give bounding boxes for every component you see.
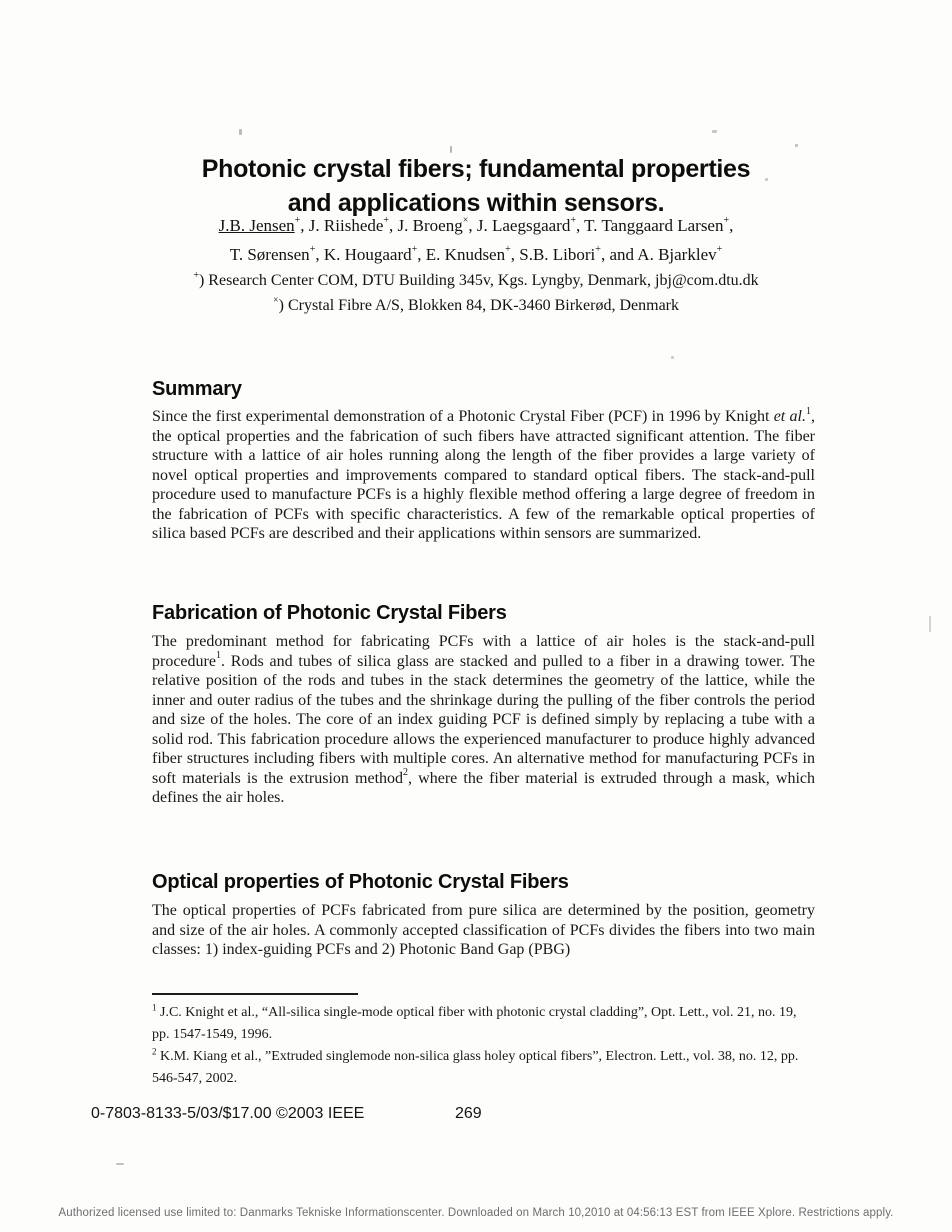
section-heading-fabrication: Fabrication of Photonic Crystal Fibers xyxy=(152,602,507,624)
author-affil-mark: + xyxy=(723,215,730,227)
author-name: , S.B. Libori xyxy=(510,245,596,264)
affiliation-com xyxy=(0,269,952,290)
body-text: , where the fiber material is extruded through a mask, which defines the air holes. xyxy=(152,769,815,806)
body-text: Since the first experimental demonstration of a Photonic Crystal Fiber (PCF) in 1996 by Knight xyxy=(152,408,774,425)
affiliation-text: ) Crystal Fibre A/S, Blokken 84, DK-3460 Birkerød, Denmark xyxy=(278,297,680,314)
affiliation-text: ) Research Center COM, DTU Building 345v, Kgs. Lyngby, Denmark, jbj@com.dtu.dk xyxy=(198,272,759,289)
author-affil-mark: + xyxy=(595,244,601,256)
footnote-1 xyxy=(152,1002,815,1046)
scan-speck xyxy=(116,1163,124,1165)
page-title-line1: Photonic crystal fibers; fundamental properties xyxy=(201,155,751,183)
footnote-ref-1: 1 xyxy=(806,405,811,417)
author-affil-mark: + xyxy=(570,215,576,227)
optical-paragraph xyxy=(152,901,815,960)
scan-speck xyxy=(929,616,931,632)
author-affil-mark: + xyxy=(716,244,723,256)
affiliation-crystal-fibre xyxy=(0,294,952,315)
author-name: , J. Riishede xyxy=(300,216,384,235)
author-name: , K. Hougaard xyxy=(315,245,412,264)
footnote-marker: 2 xyxy=(152,1046,157,1057)
section-heading-summary: Summary xyxy=(152,378,242,400)
page-title-line2: and applications within sensors. xyxy=(287,189,665,217)
copyright-line: 0-7803-8133-5/03/$17.00 ©2003 IEEE xyxy=(91,1105,365,1122)
body-text: . Rods and tubes of silica glass are stacked and pulled to a fiber in a drawing tower. The relative position of the rods and tubes in the stack determines the geometry of the lattice, while the inner and outer radius of the tubes and the shrinkage during the pulling of the fiber controls the period and size of the holes. The core of an index guiding PCF is defined simply by replacing a tube with a solid rod. This fabrication procedure allows the experienced manufacturer to produce highly advanced fiber structures including fibers with multiple cores. An alternative method for manufacturing PCFs in soft materials is the extrusion method xyxy=(152,652,815,787)
author-affil-mark: + xyxy=(411,244,418,256)
scan-speck xyxy=(795,144,798,147)
footnote-rule xyxy=(152,993,358,995)
fabrication-paragraph xyxy=(152,632,815,808)
author-name: , E. Knudsen xyxy=(417,245,506,264)
license-banner: Authorized licensed use limited to: Danmarks Tekniske Informationscenter. Downloaded on March 10,2010 at 04:56:13 EST from IEEE Xplore. Restrictions apply. xyxy=(58,1207,894,1219)
author-name: , J. Broeng xyxy=(389,216,463,235)
author-name: , J. Laegsgaard xyxy=(468,216,571,235)
author-name: J.B. Jensen xyxy=(218,216,295,235)
section-heading-optical: Optical properties of Photonic Crystal Fibers xyxy=(152,871,569,893)
author-name: , and A. Bjarklev xyxy=(600,245,717,264)
footnote-text: K.M. Kiang et al., ”Extruded singlemode non-silica glass holey optical fibers”, Electron. Lett., vol. 38, no. 12, pp. 546-547, 2002. xyxy=(152,1049,799,1086)
body-text: The predominant method for fabricating PCFs with a lattice of air holes is the stack-and-pull procedure xyxy=(152,633,815,670)
footnote-marker: 1 xyxy=(152,1002,157,1013)
body-text: The optical properties of PCFs fabricated from pure silica are determined by the position, geometry and size of the air holes. A commonly accepted classification of PCFs divides the fibers into two main classes: 1) index-guiding PCFs and 2) Photonic Band Gap (PBG) xyxy=(152,902,815,958)
footnote-2 xyxy=(152,1046,815,1090)
author-affil-mark: + xyxy=(383,215,390,227)
body-text-italic: et al. xyxy=(773,408,806,425)
author-affil-mark: × xyxy=(462,215,469,227)
footnote-text: J.C. Knight et al., “All-silica single-mode optical fiber with photonic crystal cladding”, Opt. Lett., vol. 21, no. 19, pp. 1547-1549, 1996. xyxy=(152,1005,797,1042)
body-text: , the optical properties and the fabrication of such fibers have attracted significant attention. The fiber structure with a lattice of air holes running along the length of the fiber provides a large variety of novel optical properties and improvements compared to standard optical fibers. The stack-and-pull procedure used to manufacture PCFs is a highly flexible method offering a large degree of freedom in the fabrication of PCFs with specific characteristics. A few of the remarkable optical properties of silica based PCFs are described and their applications within sensors are summarized. xyxy=(152,408,815,542)
page-number: 269 xyxy=(455,1105,482,1122)
affil-mark: × xyxy=(272,294,279,306)
scan-speck xyxy=(239,129,242,135)
author-affil-mark: + xyxy=(294,215,301,227)
summary-paragraph xyxy=(152,407,815,544)
author-name: T. Sørensen xyxy=(229,245,310,264)
author-name: , T. Tanggaard Larsen xyxy=(575,216,724,235)
authors-line2 xyxy=(0,245,952,265)
scan-speck xyxy=(765,178,768,181)
affil-mark: + xyxy=(193,269,199,281)
author-separator: , xyxy=(729,216,734,235)
scan-speck xyxy=(450,146,452,153)
authors-line1 xyxy=(0,216,952,236)
scan-speck xyxy=(671,356,674,359)
scan-speck xyxy=(712,130,717,133)
author-affil-mark: + xyxy=(505,244,511,256)
footnote-ref-2: 2 xyxy=(403,767,409,779)
author-affil-mark: + xyxy=(309,244,316,256)
footnote-ref-1: 1 xyxy=(215,650,221,662)
